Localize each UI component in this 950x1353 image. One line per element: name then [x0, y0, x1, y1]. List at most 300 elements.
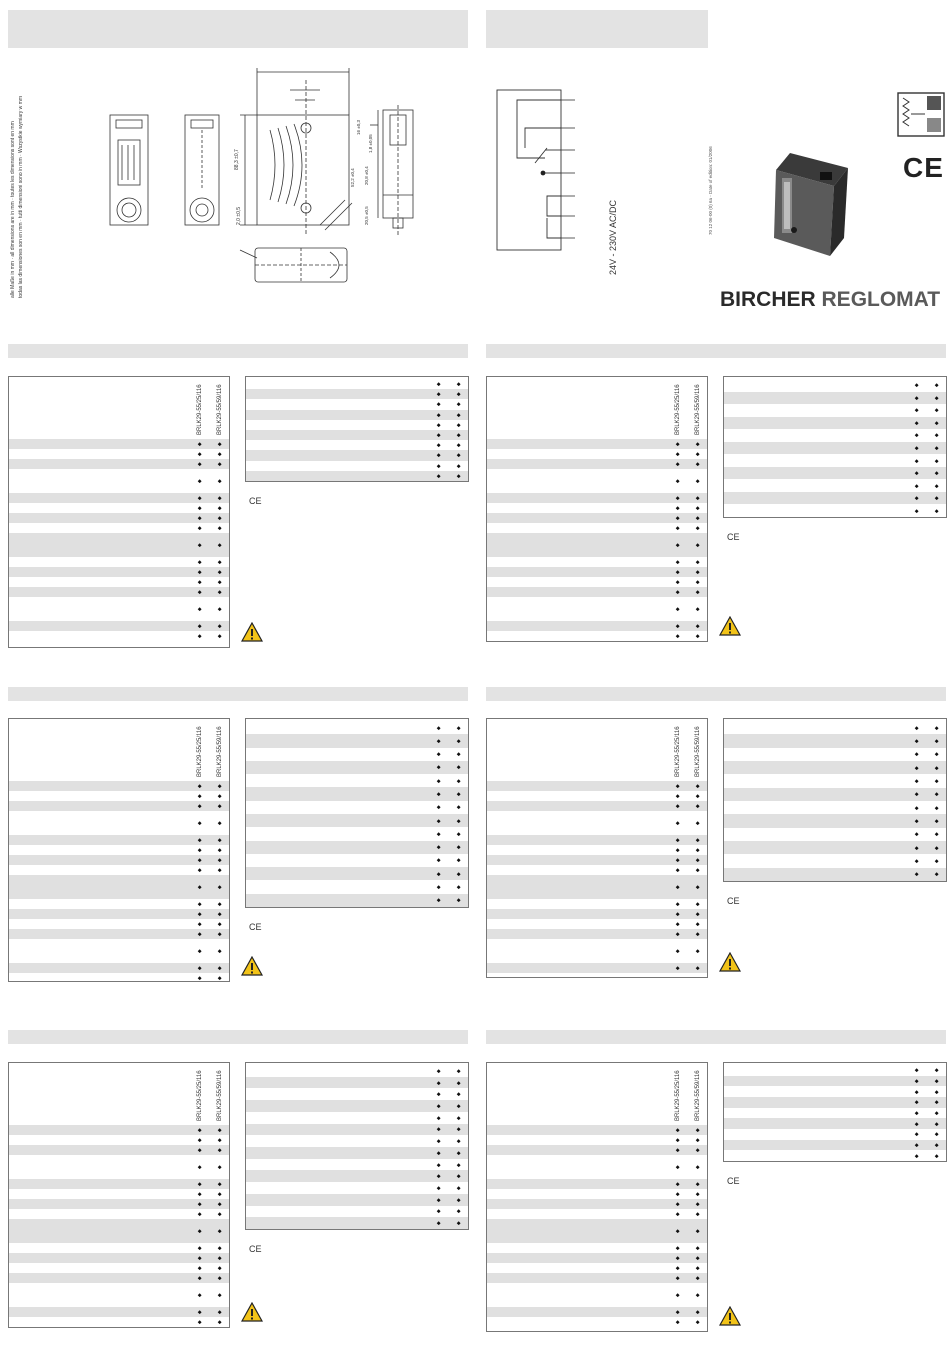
availability-dot: ◆	[436, 752, 441, 758]
availability-dot: ◆	[695, 452, 700, 457]
availability-dot: ◆	[436, 433, 441, 439]
availability-dot: ◆	[217, 452, 222, 457]
availability-dot: ◆	[217, 1138, 222, 1143]
availability-dot: ◆	[217, 1310, 222, 1315]
availability-dot: ◆	[197, 580, 202, 585]
availability-dot: ◆	[197, 1266, 202, 1271]
availability-dot: ◆	[934, 725, 939, 731]
availability-dot: ◆	[914, 1143, 919, 1148]
availability-dot: ◆	[456, 738, 461, 744]
table-row	[9, 1199, 229, 1209]
availability-dot: ◆	[695, 516, 700, 521]
table-row	[724, 721, 946, 734]
table-row	[487, 1145, 707, 1155]
availability-dot: ◆	[675, 966, 680, 971]
table-row	[487, 939, 707, 963]
availability-dot: ◆	[934, 832, 939, 838]
availability-dot: ◆	[695, 496, 700, 501]
table-row	[9, 1145, 229, 1155]
section-header-band	[486, 344, 946, 358]
availability-dot: ◆	[675, 624, 680, 629]
wiring-diagram	[495, 88, 580, 253]
availability-dot: ◆	[934, 458, 939, 464]
availability-dot: ◆	[914, 1079, 919, 1084]
availability-dot: ◆	[695, 858, 700, 863]
table-row	[724, 748, 946, 761]
availability-dot: ◆	[217, 590, 222, 595]
section-header-band	[486, 687, 946, 701]
table-row	[487, 1199, 707, 1209]
accessory-table	[245, 718, 469, 908]
availability-dot: ◆	[197, 442, 202, 447]
availability-dot: ◆	[436, 402, 441, 408]
table-row	[246, 1077, 468, 1089]
brand-name-left: BIRCHER	[720, 288, 816, 311]
availability-dot: ◆	[695, 442, 700, 447]
table-row	[246, 880, 468, 893]
availability-dot: ◆	[217, 570, 222, 575]
table-row	[246, 854, 468, 867]
availability-dot: ◆	[914, 496, 919, 502]
availability-dot: ◆	[675, 1202, 680, 1207]
availability-dot: ◆	[675, 848, 680, 853]
table-row	[9, 865, 229, 875]
availability-dot: ◆	[675, 442, 680, 447]
availability-dot: ◆	[914, 832, 919, 838]
availability-dot: ◆	[456, 1115, 461, 1121]
table-row	[487, 621, 707, 631]
availability-dot: ◆	[197, 496, 202, 501]
table-row	[9, 1125, 229, 1135]
availability-dot: ◆	[934, 1132, 939, 1138]
table-row	[9, 533, 229, 557]
availability-dot: ◆	[914, 739, 919, 744]
table-row	[487, 865, 707, 875]
table-row	[246, 1112, 468, 1124]
table-row	[487, 919, 707, 929]
availability-dot: ◆	[197, 949, 202, 954]
availability-dot: ◆	[934, 872, 939, 878]
availability-dot: ◆	[695, 922, 700, 927]
table-row	[724, 417, 946, 430]
table-row	[246, 1217, 468, 1229]
table-row	[487, 1209, 707, 1219]
accessory-table	[723, 1062, 947, 1162]
availability-dot: ◆	[197, 804, 202, 809]
table-row	[487, 835, 707, 845]
product-image	[770, 148, 850, 258]
table-row	[246, 774, 468, 787]
feature-table	[8, 376, 230, 648]
availability-dot: ◆	[197, 590, 202, 595]
dimension-drawing	[90, 60, 380, 320]
availability-dot: ◆	[217, 848, 222, 853]
table-row	[9, 587, 229, 597]
availability-dot: ◆	[436, 453, 441, 459]
availability-dot: ◆	[675, 858, 680, 863]
availability-dot: ◆	[456, 831, 461, 837]
availability-dot: ◆	[675, 607, 680, 612]
availability-dot: ◆	[914, 819, 919, 824]
availability-dot: ◆	[217, 1246, 222, 1251]
ce-mark-small: CE	[727, 532, 740, 542]
table-row	[487, 781, 707, 791]
voltage-label: 24V - 230V AC/DC	[608, 199, 618, 275]
table-row	[9, 781, 229, 791]
availability-dot: ◆	[675, 1138, 680, 1143]
availability-dot: ◆	[934, 483, 939, 489]
availability-dot: ◆	[456, 725, 461, 731]
table-row	[487, 801, 707, 811]
availability-dot: ◆	[914, 383, 919, 389]
availability-dot: ◆	[675, 496, 680, 501]
accessory-table	[723, 718, 947, 882]
table-row	[487, 597, 707, 621]
availability-dot: ◆	[197, 506, 202, 511]
model-b-label: BRLK29-55/59/116	[695, 1070, 701, 1121]
availability-dot: ◆	[934, 765, 939, 771]
table-row	[246, 1170, 468, 1182]
sensor-symbol-icon	[897, 92, 945, 137]
availability-dot: ◆	[456, 805, 461, 811]
table-row	[487, 1253, 707, 1263]
table-row	[724, 761, 946, 774]
availability-dot: ◆	[456, 1092, 461, 1098]
availability-dot: ◆	[695, 885, 700, 890]
availability-dot: ◆	[217, 1320, 222, 1325]
availability-dot: ◆	[217, 479, 222, 484]
availability-dot: ◆	[217, 784, 222, 789]
availability-dot: ◆	[456, 443, 461, 449]
availability-dot: ◆	[217, 1182, 222, 1187]
table-row	[724, 734, 946, 747]
availability-dot: ◆	[695, 634, 700, 639]
availability-dot: ◆	[695, 506, 700, 511]
availability-dot: ◆	[695, 1320, 700, 1325]
availability-dot: ◆	[436, 792, 441, 798]
availability-dot: ◆	[695, 590, 700, 595]
availability-dot: ◆	[695, 1192, 700, 1197]
availability-dot: ◆	[456, 1221, 461, 1227]
availability-dot: ◆	[436, 845, 441, 851]
table-row	[487, 1317, 707, 1327]
table-row	[487, 533, 707, 557]
availability-dot: ◆	[934, 805, 939, 811]
table-row	[9, 1317, 229, 1327]
availability-dot: ◆	[675, 526, 680, 531]
ce-mark-small: CE	[249, 496, 262, 506]
table-row	[246, 420, 468, 430]
table-row	[487, 439, 707, 449]
section-header-band	[8, 1030, 468, 1044]
availability-dot: ◆	[217, 1256, 222, 1261]
table-row	[9, 801, 229, 811]
availability-dot: ◆	[934, 1121, 939, 1127]
availability-dot: ◆	[197, 452, 202, 457]
availability-dot: ◆	[695, 1212, 700, 1217]
availability-dot: ◆	[217, 885, 222, 890]
table-row	[9, 811, 229, 835]
dim-bottom-left-label: 2,0 ±0,5	[236, 206, 242, 225]
availability-dot: ◆	[456, 871, 461, 877]
accessory-table	[723, 376, 947, 518]
table-row	[487, 1243, 707, 1253]
table-row	[9, 557, 229, 567]
table-row	[724, 788, 946, 801]
availability-dot: ◆	[914, 1121, 919, 1127]
availability-dot: ◆	[197, 634, 202, 639]
table-row	[246, 450, 468, 460]
availability-dot: ◆	[695, 462, 700, 467]
availability-dot: ◆	[914, 1089, 919, 1095]
table-row	[724, 1118, 946, 1129]
availability-dot: ◆	[675, 1229, 680, 1234]
availability-dot: ◆	[675, 804, 680, 809]
availability-dot: ◆	[456, 1127, 461, 1133]
availability-dot: ◆	[675, 1293, 680, 1298]
availability-dot: ◆	[695, 570, 700, 575]
table-row	[487, 963, 707, 973]
availability-dot: ◆	[914, 471, 919, 477]
availability-dot: ◆	[934, 779, 939, 784]
warning-triangle-icon	[241, 622, 263, 642]
availability-dot: ◆	[436, 1080, 441, 1086]
availability-dot: ◆	[456, 1197, 461, 1203]
availability-dot: ◆	[675, 1148, 680, 1153]
availability-dot: ◆	[695, 607, 700, 612]
table-row	[724, 404, 946, 417]
availability-dot: ◆	[436, 871, 441, 877]
availability-dot: ◆	[217, 442, 222, 447]
availability-dot: ◆	[934, 433, 939, 439]
availability-dot: ◆	[695, 848, 700, 853]
availability-dot: ◆	[217, 1192, 222, 1197]
availability-dot: ◆	[197, 966, 202, 971]
table-row	[487, 459, 707, 469]
table-row	[9, 439, 229, 449]
table-row	[246, 440, 468, 450]
availability-dot: ◆	[675, 462, 680, 467]
table-row	[9, 621, 229, 631]
availability-dot: ◆	[217, 1229, 222, 1234]
table-row	[246, 399, 468, 409]
table-row	[487, 791, 707, 801]
availability-dot: ◆	[456, 422, 461, 428]
table-row	[487, 587, 707, 597]
availability-dot: ◆	[675, 560, 680, 565]
availability-dot: ◆	[456, 1104, 461, 1109]
table-row	[246, 894, 468, 907]
model-b-label: BRLK29-55/59/116	[217, 384, 223, 435]
availability-dot: ◆	[914, 483, 919, 489]
feature-table	[486, 376, 708, 642]
table-row	[724, 479, 946, 492]
availability-dot: ◆	[675, 479, 680, 484]
availability-dot: ◆	[695, 868, 700, 873]
availability-dot: ◆	[675, 1246, 680, 1251]
availability-dot: ◆	[675, 794, 680, 799]
availability-dot: ◆	[695, 1128, 700, 1133]
availability-dot: ◆	[456, 765, 461, 771]
availability-dot: ◆	[436, 885, 441, 891]
table-row	[9, 973, 229, 982]
availability-dot: ◆	[456, 1068, 461, 1074]
availability-dot: ◆	[695, 966, 700, 971]
table-row	[9, 835, 229, 845]
table-row	[9, 845, 229, 855]
table-row	[246, 748, 468, 761]
table-row	[487, 503, 707, 513]
table-row	[246, 814, 468, 827]
model-a-label: BRLK29-55/25/116	[675, 384, 681, 435]
table-row	[724, 392, 946, 405]
ce-mark-small: CE	[249, 922, 262, 932]
availability-dot: ◆	[197, 1310, 202, 1315]
availability-dot: ◆	[695, 902, 700, 907]
table-row	[487, 1283, 707, 1307]
brand-logo	[720, 288, 940, 312]
availability-dot: ◆	[436, 858, 441, 864]
availability-dot: ◆	[934, 859, 939, 864]
table-row	[246, 801, 468, 814]
table-row	[487, 1125, 707, 1135]
availability-dot: ◆	[197, 543, 202, 548]
doc-number: 70 12 06-00 (0) 6a - Date of edition: 01/2006	[708, 146, 713, 235]
table-row	[724, 1086, 946, 1097]
section-header-band	[486, 1030, 946, 1044]
availability-dot: ◆	[217, 1276, 222, 1281]
availability-dot: ◆	[934, 1068, 939, 1074]
table-row	[724, 814, 946, 827]
table-row	[9, 791, 229, 801]
availability-dot: ◆	[197, 1182, 202, 1187]
availability-dot: ◆	[456, 382, 461, 388]
table-row	[9, 1307, 229, 1317]
table-row	[9, 919, 229, 929]
availability-dot: ◆	[934, 471, 939, 477]
availability-dot: ◆	[456, 412, 461, 418]
availability-dot: ◆	[436, 831, 441, 837]
availability-dot: ◆	[695, 1256, 700, 1261]
table-row	[724, 492, 946, 505]
availability-dot: ◆	[217, 838, 222, 843]
table-row	[9, 875, 229, 899]
dimension-note-2: todas las dimensiones son en mm · tutti dimensioni sono in mm · Wszystkie wymiary w mm	[18, 95, 24, 298]
table-row	[724, 467, 946, 480]
availability-dot: ◆	[436, 765, 441, 771]
availability-dot: ◆	[914, 446, 919, 451]
model-a-label: BRLK29-55/25/116	[675, 1070, 681, 1121]
table-row	[9, 449, 229, 459]
table-row	[487, 493, 707, 503]
feature-table	[486, 718, 708, 978]
table-row	[487, 929, 707, 939]
availability-dot: ◆	[695, 1276, 700, 1281]
availability-dot: ◆	[914, 765, 919, 771]
table-row	[9, 459, 229, 469]
section-header-band	[8, 687, 468, 701]
table-row	[246, 734, 468, 747]
table-row	[9, 567, 229, 577]
table-row	[724, 774, 946, 787]
availability-dot: ◆	[436, 382, 441, 388]
table-row	[724, 1150, 946, 1161]
table-row	[9, 1273, 229, 1283]
table-row	[9, 631, 229, 641]
availability-dot: ◆	[456, 1186, 461, 1191]
availability-dot: ◆	[695, 1246, 700, 1251]
table-row	[487, 811, 707, 835]
table-row	[246, 1088, 468, 1100]
availability-dot: ◆	[456, 845, 461, 851]
ce-mark-small: CE	[727, 1176, 740, 1186]
table-row	[246, 430, 468, 440]
availability-dot: ◆	[675, 949, 680, 954]
model-a-label: BRLK29-55/25/116	[675, 726, 681, 777]
model-b-label: BRLK29-55/59/116	[695, 726, 701, 777]
table-row	[246, 1135, 468, 1147]
table-row	[246, 721, 468, 734]
availability-dot: ◆	[695, 1148, 700, 1153]
table-row	[9, 899, 229, 909]
table-row	[487, 567, 707, 577]
model-b-label: BRLK29-55/59/116	[695, 384, 701, 435]
availability-dot: ◆	[695, 580, 700, 585]
availability-dot: ◆	[217, 1212, 222, 1217]
availability-dot: ◆	[197, 794, 202, 799]
table-row	[724, 1097, 946, 1108]
table-row	[9, 469, 229, 493]
availability-dot: ◆	[197, 526, 202, 531]
availability-dot: ◆	[914, 395, 919, 401]
model-b-label: BRLK29-55/59/116	[217, 1070, 223, 1121]
availability-dot: ◆	[217, 902, 222, 907]
availability-dot: ◆	[456, 752, 461, 758]
availability-dot: ◆	[456, 1174, 461, 1180]
availability-dot: ◆	[217, 496, 222, 501]
table-row	[487, 1189, 707, 1199]
availability-dot: ◆	[675, 902, 680, 907]
availability-dot: ◆	[695, 1310, 700, 1315]
availability-dot: ◆	[695, 1293, 700, 1298]
availability-dot: ◆	[934, 383, 939, 389]
table-row	[487, 523, 707, 533]
feature-table	[486, 1062, 708, 1332]
availability-dot: ◆	[197, 1165, 202, 1170]
availability-dot: ◆	[217, 1202, 222, 1207]
table-row	[9, 1189, 229, 1199]
availability-dot: ◆	[197, 570, 202, 575]
availability-dot: ◆	[914, 1153, 919, 1159]
availability-dot: ◆	[436, 778, 441, 784]
availability-dot: ◆	[675, 1128, 680, 1133]
availability-dot: ◆	[456, 392, 461, 398]
table-row	[724, 379, 946, 392]
availability-dot: ◆	[197, 821, 202, 826]
availability-dot: ◆	[934, 1079, 939, 1084]
availability-dot: ◆	[217, 794, 222, 799]
availability-dot: ◆	[197, 607, 202, 612]
availability-dot: ◆	[695, 624, 700, 629]
availability-dot: ◆	[456, 898, 461, 904]
availability-dot: ◆	[914, 458, 919, 464]
table-row	[487, 1135, 707, 1145]
table-row	[724, 454, 946, 467]
table-row	[724, 1065, 946, 1076]
availability-dot: ◆	[436, 1162, 441, 1168]
availability-dot: ◆	[675, 1212, 680, 1217]
availability-dot: ◆	[675, 1266, 680, 1271]
